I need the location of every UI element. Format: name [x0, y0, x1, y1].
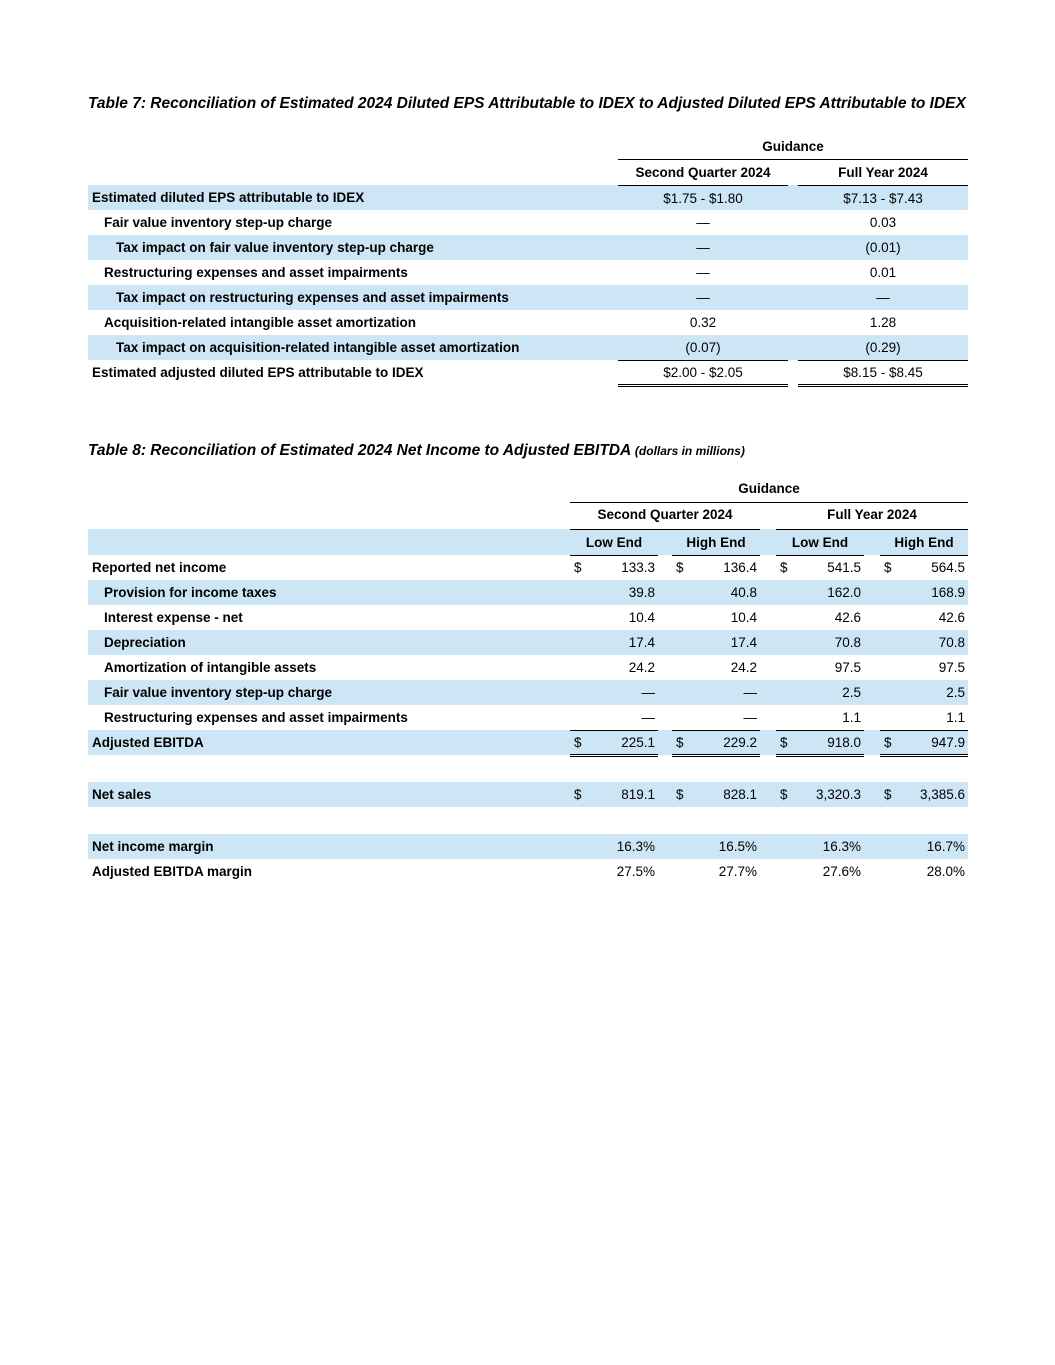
guidance-header: Guidance: [618, 135, 968, 159]
table-row: [88, 210, 968, 235]
row-label: Depreciation: [104, 635, 186, 650]
cell-value: 541.5: [827, 560, 861, 576]
cell-value: 27.5%: [616, 864, 655, 879]
cell-value: 1.1: [946, 709, 966, 725]
cell-value: 136.4: [723, 560, 757, 576]
currency-symbol: $: [780, 787, 788, 802]
column-header-q2: Second Quarter 2024: [618, 159, 788, 185]
fy-value: $7.13 - $7.43: [843, 190, 923, 206]
column-header-fy: Full Year 2024: [798, 159, 968, 185]
cell-value: 24.2: [730, 660, 757, 675]
table-row: [88, 185, 968, 210]
fy-value: 0.01: [869, 265, 897, 281]
q2-value: —: [696, 290, 710, 306]
cell-value: 162.0: [827, 585, 861, 600]
cell-value: 10.4: [730, 610, 757, 625]
cell-value: —: [743, 685, 757, 700]
row-label: Tax impact on restructuring expenses and asset impairments: [116, 290, 509, 306]
cell-value: 16.5%: [718, 839, 757, 854]
cell-value: 70.8: [938, 635, 966, 650]
cell-value: 3,320.3: [815, 787, 861, 802]
cell-value: 168.9: [931, 585, 966, 600]
group-header-fy: Full Year 2024: [776, 502, 968, 529]
row-label: Adjusted EBITDA: [92, 735, 204, 750]
spacer-row: [88, 755, 968, 782]
cell-value: 42.6: [834, 610, 861, 625]
cell-value: 10.4: [628, 610, 655, 625]
row-label: Tax impact on acquisition-related intangible asset amortization: [116, 340, 520, 356]
cell-value: 947.9: [931, 734, 966, 750]
table-row: [88, 680, 968, 705]
table-row: [88, 705, 968, 730]
subcol-q2-high: High End: [672, 529, 760, 555]
cell-value: 133.3: [621, 560, 655, 576]
cell-value: 16.3%: [616, 839, 655, 854]
q2-value: $1.75 - $1.80: [663, 190, 743, 206]
cell-value: 42.6: [938, 610, 966, 625]
cell-value: 564.5: [931, 560, 966, 576]
table-row: [88, 580, 968, 605]
table7: [88, 135, 968, 387]
cell-value: 2.5: [946, 685, 966, 700]
table-row: [88, 285, 968, 310]
row-label: Interest expense - net: [104, 610, 243, 625]
cell-value: 40.8: [730, 585, 757, 600]
table-row: [88, 335, 968, 360]
cell-value: 97.5: [834, 660, 861, 675]
cell-value: 828.1: [723, 787, 757, 802]
table8: [88, 478, 968, 884]
q2-value: —: [696, 215, 710, 231]
row-label: Restructuring expenses and asset impairments: [104, 265, 408, 281]
fy-value: —: [876, 290, 890, 306]
table-row: [88, 655, 968, 680]
table7-guidance-row: [88, 135, 968, 159]
cell-value: 28.0%: [926, 864, 966, 879]
table-row: [88, 630, 968, 655]
row-label: Reported net income: [92, 560, 227, 575]
table-row: [88, 782, 968, 807]
currency-symbol: $: [884, 787, 892, 802]
currency-symbol: $: [574, 787, 582, 802]
row-label: Net sales: [92, 787, 152, 802]
table8-guidance-row: [88, 478, 968, 502]
row-label: Net income margin: [92, 839, 214, 854]
spacer-row: [88, 807, 968, 834]
subcol-fy-high: High End: [880, 529, 968, 555]
row-label: Provision for income taxes: [104, 585, 277, 600]
currency-symbol: $: [676, 734, 684, 750]
row-label: Fair value inventory step-up charge: [104, 215, 333, 231]
cell-value: 1.1: [842, 709, 861, 725]
cell-value: —: [641, 685, 655, 700]
table-row: [88, 834, 968, 859]
table8-title-text: Table 8: Reconciliation of Estimated 2024 Net Income to Adjusted EBITDA: [88, 441, 631, 459]
fy-value: $8.15 - $8.45: [798, 360, 968, 385]
subcol-q2-low: Low End: [570, 529, 658, 555]
currency-symbol: $: [884, 734, 892, 750]
table8-subcolumn-header-row: [88, 529, 968, 555]
subcol-fy-low: Low End: [776, 529, 864, 555]
cell-value: 229.2: [723, 734, 757, 750]
cell-value: 27.7%: [718, 864, 757, 879]
fy-value: 1.28: [869, 315, 897, 331]
currency-symbol: $: [574, 734, 582, 750]
table-row: [88, 310, 968, 335]
q2-value: $2.00 - $2.05: [618, 360, 788, 385]
table-row: [88, 605, 968, 630]
guidance-header: Guidance: [570, 478, 968, 502]
cell-value: 27.6%: [822, 864, 861, 879]
cell-value: 24.2: [628, 660, 655, 675]
row-label: Estimated adjusted diluted EPS attributable to IDEX: [92, 365, 424, 381]
currency-symbol: $: [676, 787, 684, 802]
cell-value: —: [743, 709, 757, 725]
cell-value: 2.5: [842, 685, 861, 700]
currency-symbol: $: [780, 560, 788, 576]
table-row: [88, 260, 968, 285]
cell-value: 819.1: [621, 787, 655, 802]
fy-value: (0.01): [865, 240, 901, 256]
row-label: Tax impact on fair value inventory step-up charge: [116, 240, 434, 256]
row-label: Acquisition-related intangible asset amortization: [104, 315, 417, 331]
cell-value: 97.5: [938, 660, 966, 675]
cell-value: —: [641, 709, 655, 725]
table-row-total: [88, 730, 968, 755]
q2-value: —: [696, 265, 710, 281]
currency-symbol: $: [574, 560, 582, 576]
cell-value: 16.3%: [822, 839, 861, 854]
currency-symbol: $: [676, 560, 684, 576]
fy-value: (0.29): [865, 340, 901, 355]
table7-column-header-row: [88, 159, 968, 185]
cell-value: 16.7%: [926, 839, 966, 854]
q2-value: —: [696, 240, 710, 256]
row-label: Amortization of intangible assets: [104, 660, 317, 675]
cell-value: 225.1: [621, 734, 655, 750]
cell-value: 39.8: [628, 585, 655, 600]
table-row: [88, 859, 968, 884]
section-spacer: [88, 387, 968, 439]
table-row: [88, 555, 968, 580]
row-label: Fair value inventory step-up charge: [104, 685, 333, 700]
group-header-q2: Second Quarter 2024: [570, 502, 760, 529]
cell-value: 918.0: [827, 734, 861, 750]
cell-value: 70.8: [834, 635, 861, 650]
cell-value: 3,385.6: [920, 787, 966, 802]
row-label: Adjusted EBITDA margin: [92, 864, 253, 879]
cell-value: 17.4: [628, 635, 655, 650]
q2-value: (0.07): [685, 340, 721, 355]
table8-title-note: (dollars in millions): [634, 443, 745, 458]
currency-symbol: $: [780, 734, 788, 750]
table8-title: [88, 439, 968, 462]
table7-title: Table 7: Reconciliation of Estimated 2024 Diluted EPS Attributable to IDEX to Adjusted Diluted EPS Attributable to IDEX: [88, 95, 966, 112]
q2-value: 0.32: [689, 315, 717, 331]
table-row: [88, 235, 968, 260]
cell-value: 17.4: [730, 635, 757, 650]
row-label: Restructuring expenses and asset impairments: [104, 710, 408, 725]
row-label: Estimated diluted EPS attributable to IDEX: [92, 190, 365, 206]
fy-value: 0.03: [869, 215, 897, 231]
table-row-total: [88, 360, 968, 385]
currency-symbol: $: [884, 560, 892, 576]
table8-group-header-row: [88, 502, 968, 529]
